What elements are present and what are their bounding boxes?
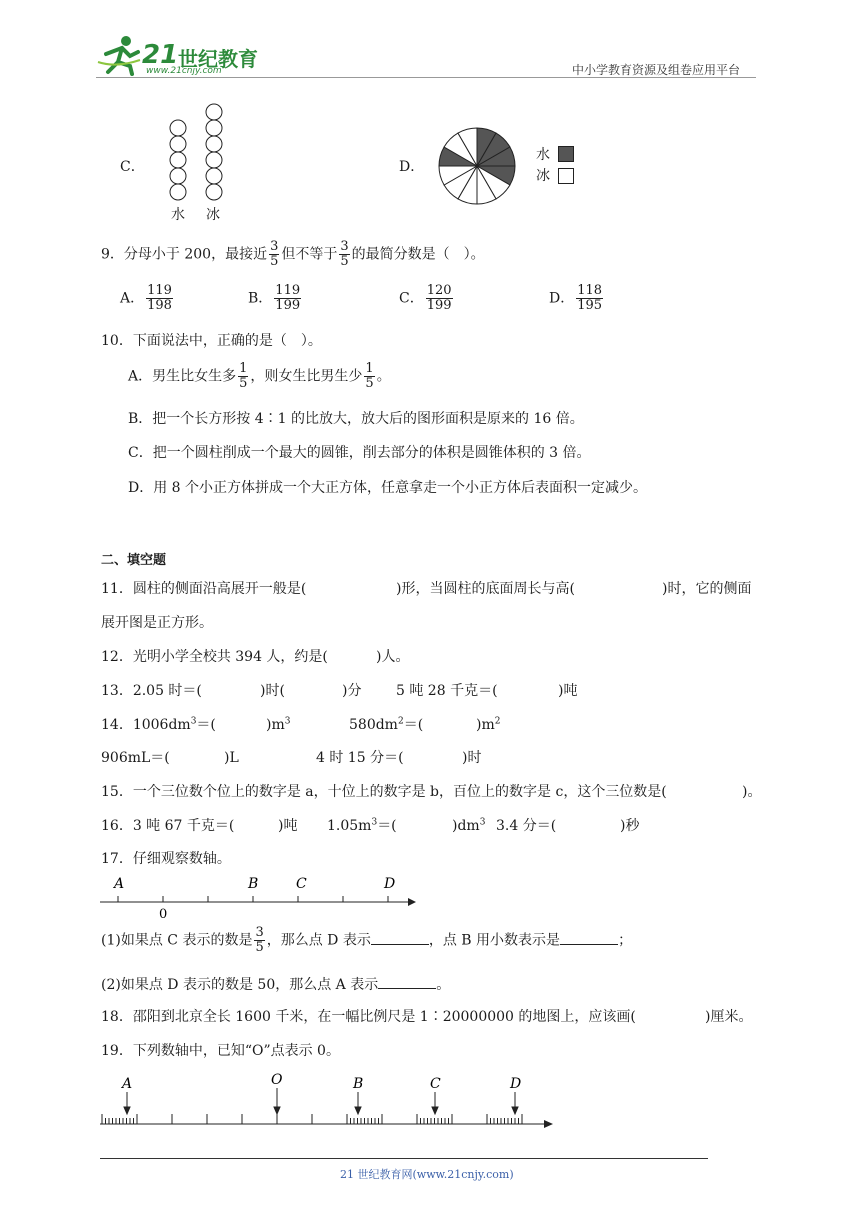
q17-label-b: B (248, 876, 259, 892)
q19-label-b: B (353, 1076, 364, 1092)
q14-line2-left-unit: )L (224, 750, 239, 766)
q11-part-b: )形，当圆柱的底面周长与高( (396, 581, 575, 597)
q9-option-c: C． $\frac{120}{199}$ (399, 283, 452, 313)
q10-option-a: A．男生比女生多 $\frac{1}{5}$ ，则女生比男生少 $\frac{1}{5}$ 。 (128, 361, 391, 391)
logo-url: www.21cnjy.com (146, 66, 222, 76)
logo-text: 世纪教育 (178, 47, 258, 71)
q19-label-o: O (271, 1072, 283, 1088)
q18-part-b: )厘米。 (705, 1009, 753, 1025)
q14-line2-right: 4 时 15 分＝( (316, 750, 404, 766)
q12-part-a: 12．光明小学全校共 394 人，约是( (101, 649, 328, 665)
q16-part-f: 3.4 分＝( (496, 818, 557, 834)
q19-label-c: C (430, 1076, 441, 1092)
arrow-head (432, 1107, 438, 1114)
q14-line2-right-unit: )时 (462, 750, 482, 766)
q17-blank-b[interactable] (560, 930, 618, 945)
q13-part-a: 13．2.05 时＝( (101, 683, 202, 699)
q19-label-d: D (510, 1076, 522, 1092)
footer-text[interactable]: 21 世纪教育网(www.21cnjy.com) (340, 1168, 514, 1181)
q17-part-1: (1)如果点 C 表示的数是 $\frac{3}{5}$ ，那么点 D 表示 ，点 B 用小数表示是 ； (101, 925, 633, 955)
q8-option-c-label: C． (120, 159, 145, 175)
q15-part-a: 15．一个三位数个位上的数字是 a，十位上的数字是 b，百位上的数字是 c，这个三位数是( (101, 784, 667, 800)
q19-label-a: A (122, 1076, 133, 1092)
arrow-head (124, 1107, 130, 1114)
q11-part-c: )时，它的侧面 (662, 581, 752, 597)
q14-line2-left: 906mL＝( (101, 750, 170, 766)
site-tagline: 中小学教育资源及组卷应用平台 (572, 63, 741, 77)
q13-part-d: 5 吨 28 千克＝( (396, 683, 498, 699)
q19-stem: 19．下列数轴中，已知“O”点表示 0。 (101, 1043, 340, 1059)
q16-part-g: )秒 (620, 818, 640, 834)
arrow-head (512, 1107, 518, 1114)
q9-option-b: B． $\frac{119}{199}$ (248, 283, 301, 313)
q15-part-b: )。 (742, 784, 762, 800)
q10-option-b: B．把一个长方形按 4∶1 的比放大，放大后的图形面积是原来的 16 倍。 (128, 411, 584, 427)
q14-line1-left-unit: )$m^3$ (266, 716, 291, 733)
q14-line1-left: 14．$1006dm^3=$( (101, 716, 216, 733)
q17-label-zero: 0 (159, 907, 168, 922)
q8-d-legend-ice-swatch (558, 168, 574, 184)
q8-c-label-water: 水 (171, 207, 185, 223)
q18-part-a: 18．邵阳到北京全长 1600 千米，在一幅比例尺是 1∶20000000 的地图上，应该画( (101, 1009, 636, 1025)
arrow-head (355, 1107, 361, 1114)
q17-label-a: A (114, 876, 125, 892)
q17-blank-d[interactable] (371, 930, 429, 945)
q10-stem: 10．下面说法中，正确的是（ ）。 (101, 333, 322, 349)
q16-part-e: )$dm^3$ (452, 817, 486, 834)
q9-fraction-1: $\frac{3}{5}$ (270, 239, 279, 269)
q16-part-a: 16．3 吨 67 千克＝( (101, 818, 235, 834)
footer-divider (100, 1158, 708, 1159)
q9-fraction-2: $\frac{3}{5}$ (340, 239, 349, 269)
q8-c-label-ice: 冰 (206, 207, 220, 223)
section-title: 二、填空题 (101, 553, 167, 568)
q17-label-c: C (296, 876, 307, 892)
q8-option-d-pie (435, 124, 519, 208)
q9-option-a: A． $\frac{119}{198}$ (120, 283, 172, 313)
q16-part-c: $1.05m^3=$( (327, 817, 397, 834)
q17-number-line (96, 872, 426, 922)
q10-option-d: D．用 8 个小正方体拼成一个大正方体，任意拿走一个小正方体后表面积一定减少。 (128, 480, 648, 496)
q14-line1-right: $580dm^2=$( (349, 716, 424, 733)
site-logo[interactable] (96, 34, 266, 78)
q9-option-d: D． $\frac{118}{195}$ (549, 283, 603, 313)
q8-option-d-label: D． (399, 159, 425, 175)
q17-part-2: (2)如果点 D 表示的数是 50，那么点 A 表示 。 (101, 974, 450, 994)
q8-d-legend-water: 水 (536, 147, 550, 163)
q10-option-c: C．把一个圆柱削成一个最大的圆锥，削去部分的体积是圆锥体积的 3 倍。 (128, 445, 591, 461)
q9-stem: 9．分母小于 200，最接近 $\frac{3}{5}$ 但不等于 $\frac{3}{5}$ 的最简分数是（ ）。 (101, 239, 485, 269)
q14-line1-right-unit: )$m^2$ (476, 716, 501, 733)
q17-stem: 17．仔细观察数轴。 (101, 851, 231, 867)
q19-number-line (96, 1072, 556, 1132)
q11-line2: 展开图是正方形。 (101, 615, 213, 631)
q13-part-c: )分 (342, 683, 362, 699)
header-divider (96, 77, 756, 78)
logo-number: 21 (142, 40, 179, 70)
q13-part-e: )吨 (558, 683, 578, 699)
q13-part-b: )时( (260, 683, 285, 699)
q8-d-legend-water-swatch (558, 146, 574, 162)
arrow-head (274, 1107, 280, 1114)
q8-d-legend-ice: 冰 (536, 168, 550, 184)
q16-part-b: )吨 (278, 818, 298, 834)
q12-part-b: )人。 (376, 649, 410, 665)
q11-part-a: 11．圆柱的侧面沿高展开一般是( (101, 581, 307, 597)
q17-blank-a[interactable] (378, 974, 436, 989)
q17-label-d: D (384, 876, 396, 892)
runner-logo-icon (96, 34, 142, 76)
